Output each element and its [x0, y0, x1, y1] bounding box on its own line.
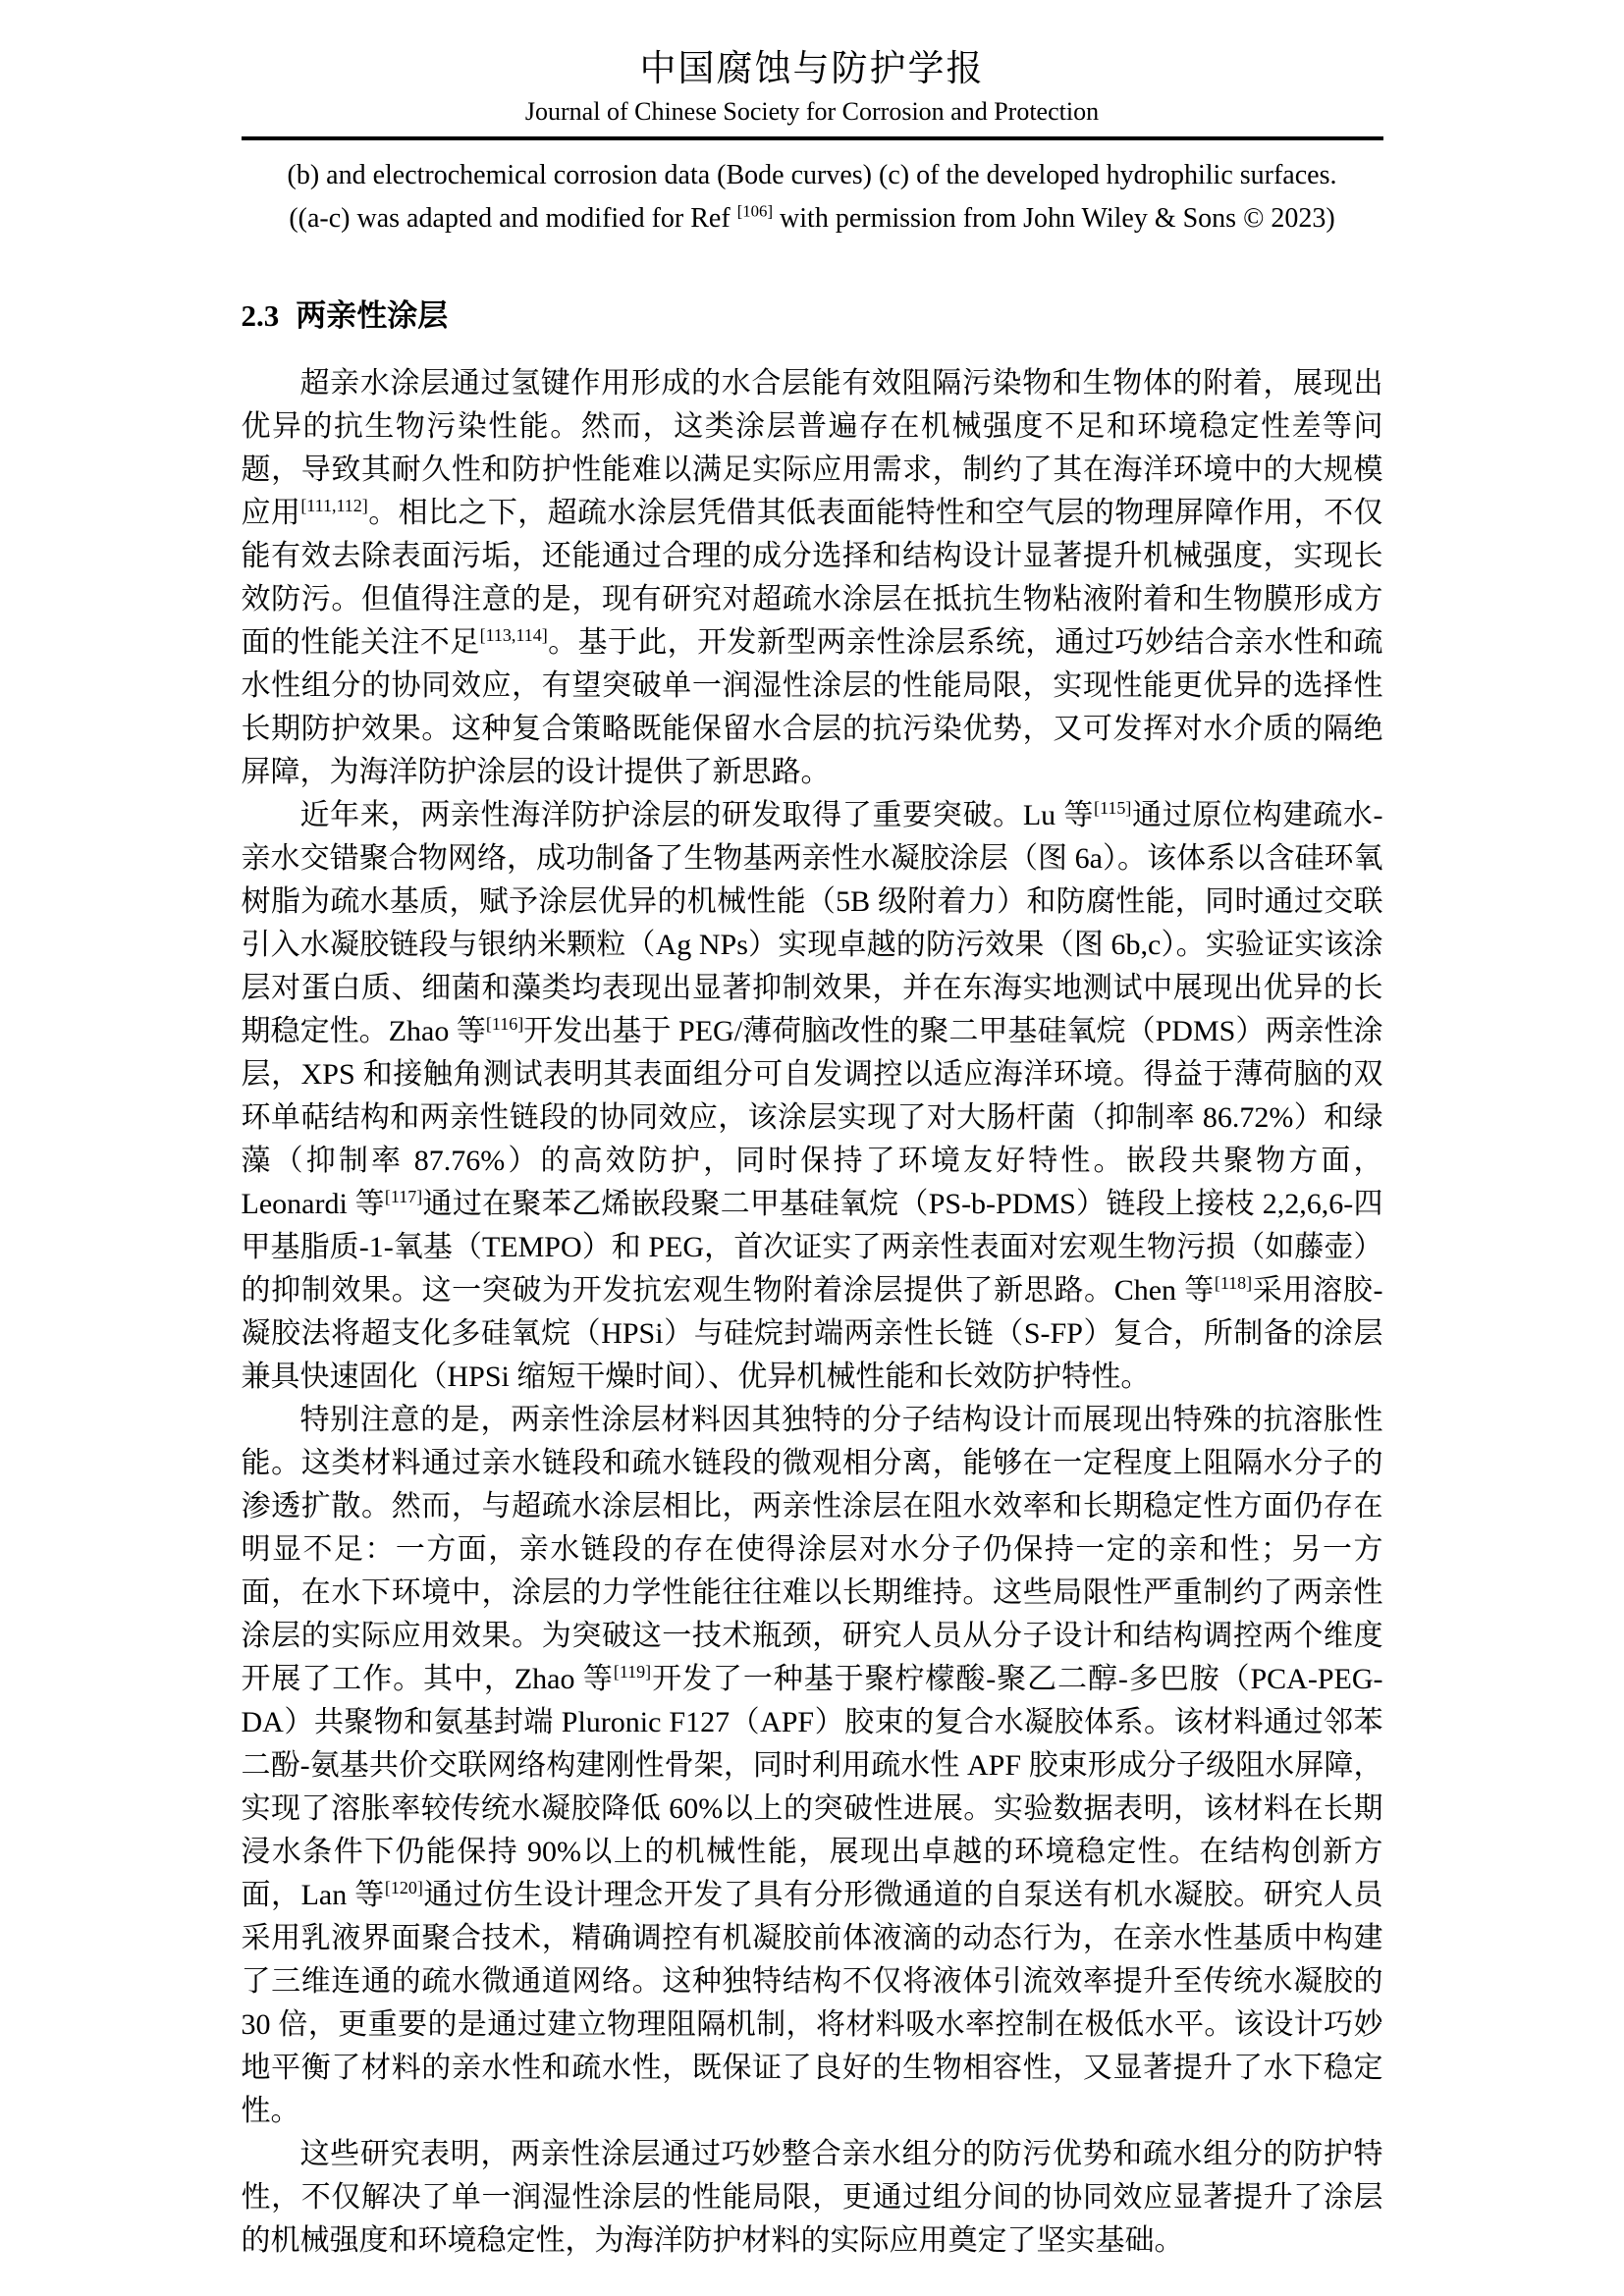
section-number: 2.3	[241, 298, 280, 334]
journal-header	[242, 49, 1383, 140]
reference-superscript: [117]	[384, 1186, 423, 1206]
paragraph-2: 近年来，两亲性海洋防护涂层的研发取得了重要突破。Lu 等[115]通过原位构建疏水-亲水交错聚合物网络，成功制备了生物基两亲性水凝胶涂层（图 6a）。该体系以含硅环氧树脂为疏水基质，赋予涂层优异的机械性能（5B 级附着力）和防腐性能，同时通过交联引入水凝胶链段与银纳米颗粒（Ag NPs）实现卓越的防污效果（图 6b,c）。实验证实该涂层对蛋白质、细菌和藻类均表现出显著抑制效果，并在东海实地测试中展现出优异的长期稳定性。Zhao 等[116]开发出基于 PEG/薄荷脑改性的聚二甲基硅氧烷（PDMS）两亲性涂层，XPS 和接触角测试表明其表面组分可自发调控以适应海洋环境。得益于薄荷脑的双环单萜结构和两亲性链段的协同效应，该涂层实现了对大肠杆菌（抑制率 86.72%）和绿藻（抑制率 87.76%）的高效防护，同时保持了环境友好特性。嵌段共聚物方面，Leonardi 等[117]通过在聚苯乙烯嵌段聚二甲基硅氧烷（PS-b-PDMS）链段上接枝 2,2,6,6-四甲基脂质-1-氧基（TEMPO）和 PEG，首次证实了两亲性表面对宏观生物污损（如藤壶）的抑制效果。这一突破为开发抗宏观生物附着涂层提供了新思路。Chen 等[118]采用溶胶-凝胶法将超支化多硅氧烷（HPSi）与硅烷封端两亲性长链（S-FP）复合，所制备的涂层兼具快速固化（HPSi 缩短干燥时间）、优异机械性能和长效防护特性。	[241, 797, 1383, 1393]
paragraph-1: 超亲水涂层通过氢键作用形成的水合层能有效阻隔污染物和生物体的附着，展现出优异的抗生物污染性能。然而，这类涂层普遍存在机械强度不足和环境稳定性差等问题，导致其耐久性和防护性能难以满足实际应用需求，制约了其在海洋环境中的大规模应用[111,112]。相比之下，超疏水涂层凭借其低表面能特性和空气层的物理屏障作用，不仅能有效去除表面污垢，还能通过合理的成分选择和结构设计显著提升机械强度，实现长效防污。但值得注意的是，现有研究对超疏水涂层在抵抗生物粘液附着和生物膜形成方面的性能关注不足[113,114]。基于此，开发新型两亲性涂层系统，通过巧妙结合亲水性和疏水性组分的协同效应，有望突破单一润湿性涂层的性能局限，实现性能更优异的选择性长期防护效果。这种复合策略既能保留水合层的抗污染优势，又可发挥对水介质的隔绝屏障，为海洋防护涂层的设计提供了新思路。	[241, 366, 1383, 788]
reference-superscript: [120]	[384, 1877, 423, 1897]
figure-caption	[242, 154, 1383, 240]
figure-caption-line-1: (b) and electrochemical corrosion data (Bode curves) (c) of the developed hydrophilic surfaces.	[287, 160, 1337, 191]
figure-caption-line-2: ((a-c) was adapted and modified for Ref [106] with permission from John Wiley & Sons © 2023)	[289, 201, 1335, 235]
paragraph-3: 特别注意的是，两亲性涂层材料因其独特的分子结构设计而展现出特殊的抗溶胀性能。这类材料通过亲水链段和疏水链段的微观相分离，能够在一定程度上阻隔水分子的渗透扩散。然而，与超疏水涂层相比，两亲性涂层在阻水效率和长期稳定性方面仍存在明显不足：一方面，亲水链段的存在使得涂层对水分子仍保持一定的亲和性；另一方面，在水下环境中，涂层的力学性能往往难以长期维持。这些局限性严重制约了两亲性涂层的实际应用效果。为突破这一技术瓶颈，研究人员从分子设计和结构调控两个维度开展了工作。其中，Zhao 等[119]开发了一种基于聚柠檬酸-聚乙二醇-多巴胺（PCA-PEG-DA）共聚物和氨基封端 Pluronic F127（APF）胶束的复合水凝胶体系。该材料通过邻苯二酚-氨基共价交联网络构建刚性骨架，同时利用疏水性 APF 胶束形成分子级阻水屏障，实现了溶胀率较传统水凝胶降低 60%以上的突破性进展。实验数据表明，该材料在长期浸水条件下仍能保持 90%以上的机械性能，展现出卓越的环境稳定性。在结构创新方面，Lan 等[120]通过仿生设计理念开发了具有分形微通道的自泵送有机水凝胶。研究人员采用乳液界面聚合技术，精确调控有机凝胶前体液滴的动态行为，在亲水性基质中构建了三维连通的疏水微通道网络。这种独特结构不仅将液体引流效率提升至传统水凝胶的 30 倍，更重要的是通过建立物理阻隔机制，将材料吸水率控制在极低水平。该设计巧妙地平衡了材料的亲水性和疏水性，既保证了良好的生物相容性，又显著提升了水下稳定性。	[241, 1403, 1383, 2127]
reference-superscript: [119]	[613, 1661, 652, 1682]
page-content	[242, 49, 1383, 2263]
reference-superscript: [118]	[1214, 1272, 1253, 1293]
journal-title-zh: 中国腐蚀与防护学报	[639, 49, 985, 89]
reference-superscript: [116]	[485, 1013, 524, 1034]
paragraph-4: 这些研究表明，两亲性涂层通过巧妙整合亲水组分的防污优势和疏水组分的防护特性，不仅解决了单一润湿性涂层的性能局限，更通过组分间的协同效应显著提升了涂层的机械强度和环境稳定性，为海洋防护材料的实际应用奠定了坚实基础。	[241, 2137, 1383, 2257]
reference-superscript: [113,114]	[479, 624, 548, 645]
article-body	[242, 362, 1383, 2263]
reference-superscript: [111,112]	[300, 495, 368, 515]
reference-superscript: [106]	[736, 201, 774, 221]
header-rule-divider	[242, 136, 1383, 140]
journal-title-en: Journal of Chinese Society for Corrosion and Protection	[524, 96, 1100, 126]
reference-superscript: [115]	[1094, 797, 1132, 818]
section-heading	[242, 295, 1383, 337]
section-title: 两亲性涂层	[296, 298, 449, 334]
